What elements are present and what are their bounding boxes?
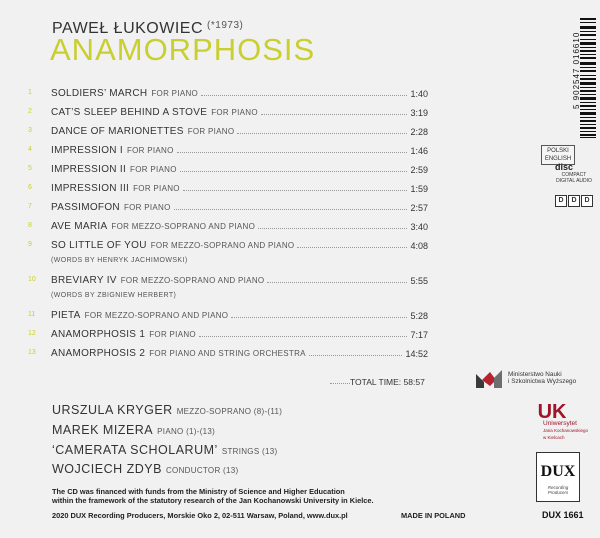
track-number: 11 [28,311,36,318]
track-title: IMPRESSION II [51,164,127,175]
track-desc: FOR PIANO [133,184,180,193]
performer-name: MAREK MIZERA [52,423,154,437]
track-time: 3:40 [410,222,428,232]
catalog-number: DUX 1661 [542,510,584,520]
performer-name: WOJCIECH ZDYB [52,462,162,476]
track-number: 5 [28,165,32,172]
track-title: IMPRESSION III [51,183,130,194]
track-time: 4:08 [410,241,428,251]
ministry-line: Ministerstwo Nauki [508,371,562,378]
track-title: SO LITTLE OF YOU [51,240,147,251]
composer-years: (*1973) [207,20,244,31]
finance-note [52,487,374,505]
track-number: 10 [28,276,36,283]
performer-name: URSZULA KRYGER [52,403,173,417]
track-number: 3 [28,127,32,134]
svg-text:UK: UK [538,401,566,422]
track-time: 1:59 [410,184,428,194]
total-time [330,377,430,387]
dux-sub: Recording Producers [547,485,569,495]
track-number: 6 [28,184,32,191]
performer-role: PIANO (1)-(13) [157,427,216,436]
svg-text:disc: disc [554,162,574,172]
performer-role: CONDUCTOR (13) [165,466,239,475]
ddd-letter: D [555,195,567,207]
university-line: Uniwersytet [543,420,577,427]
track-title: DANCE OF MARIONETTES [51,126,184,137]
track-desc: FOR PIANO [126,146,174,155]
performer [52,423,215,437]
track-time: 3:19 [410,108,428,118]
total-time-value: 58:57 [403,377,425,387]
composer-text: PAWEŁ ŁUKOWIEC [52,20,204,37]
track-title: ANAMORPHOSIS 2 [51,348,146,359]
made-in: MADE IN POLAND [401,511,466,520]
track-time: 2:59 [410,165,428,175]
track-row [28,345,428,361]
language-en: ENGLISH [544,156,572,162]
track-title: PASSIMOFON [51,202,120,213]
track-title: IMPRESSION I [51,145,123,156]
track-number: 2 [28,108,32,115]
track-row [28,218,428,234]
university-text [543,420,588,441]
track-time: 2:28 [410,127,428,137]
copyright: 2020 DUX Recording Producers, Morskie Oko 2, 02-511 Warsaw, Poland, www.dux.pl [52,511,348,520]
track-desc: FOR PIANO [151,89,199,98]
performer-role: STRINGS (13) [221,447,278,456]
ministry-line: i Szkolnictwa Wyższego [508,378,577,385]
dux-name: DUX [540,463,576,480]
compact-disc-icon [553,162,575,172]
track-row [28,161,428,177]
ddd-code [555,195,593,207]
track-desc: FOR PIANO [123,203,171,212]
track-title: SOLDIERS’ MARCH [51,88,148,99]
track-time: 5:55 [410,276,428,286]
track-title: CAT’S SLEEP BEHIND A STOVE [51,107,208,118]
track-credit: (WORDS BY ZBIGNIEW HERBERT) [51,292,177,299]
track-number: 8 [28,222,32,229]
track-title: ANAMORPHOSIS 1 [51,329,146,340]
track-number: 7 [28,203,32,210]
university-line: Jana Kochanowskiego [543,428,589,433]
track-desc: FOR PIANO [187,127,235,136]
ddd-letter: D [581,195,593,207]
track-time: 5:28 [410,311,428,321]
performer [52,403,282,417]
university-line: w Kielcach [543,435,565,440]
barcode-number: 5 902547 016610 [572,31,581,109]
compact-disc-logo [554,172,594,184]
disc-line: COMPACT [561,172,587,178]
ministry-text [508,371,576,385]
language-pl: POLSKI [547,148,569,154]
track-row [28,104,428,120]
dux-logo [536,452,580,502]
track-title: PIETA [51,310,81,321]
track-desc: FOR PIANO AND STRING ORCHESTRA [149,349,306,358]
track-number: 12 [28,330,36,337]
barcode-icon [580,18,596,138]
track-title: AVE MARIA [51,221,108,232]
track-desc: FOR MEZZO-SOPRANO AND PIANO [150,241,295,250]
finance-line: The CD was financed with funds from the Ministry of Science and Higher Education [52,487,345,496]
track-credit: (WORDS BY HENRYK JACHIMOWSKI) [51,257,188,264]
track-time: 2:57 [410,203,428,213]
track-row [28,85,428,101]
track-row [28,326,428,342]
track-row [28,180,428,196]
track-time: 1:40 [410,89,428,99]
total-time-label: TOTAL TIME: [350,377,402,387]
performer [52,443,277,457]
track-row [28,199,428,215]
track-time: 1:46 [410,146,428,156]
track-desc: FOR PIANO [149,330,196,339]
university-logo-icon [538,398,566,422]
track-row [28,237,428,253]
track-desc: FOR MEZZO-SOPRANO AND PIANO [84,311,229,320]
track-number: 1 [28,89,32,96]
track-row [28,272,428,288]
track-desc: FOR MEZZO-SOPRANO AND PIANO [111,222,256,231]
finance-line: within the framework of the statutory research of the Jan Kochanowski University in Kielce. [52,496,374,505]
ddd-letter: D [568,195,580,207]
track-row [28,307,428,323]
performer-role: MEZZO-SOPRANO (8)-(11) [176,407,283,416]
disc-line: DIGITAL AUDIO [556,178,592,184]
performer-name: ‘CAMERATA SCHOLARUM’ [52,443,218,457]
track-number: 9 [28,241,32,248]
track-number: 13 [28,349,36,356]
track-title: BREVIARY IV [51,275,117,286]
track-time: 14:52 [405,349,428,359]
track-desc: FOR MEZZO-SOPRANO AND PIANO [120,276,265,285]
album-title: ANAMORPHOSIS [50,32,316,67]
track-row [28,142,428,158]
ministry-logo-icon [476,370,504,388]
track-row [28,123,428,139]
track-time: 7:17 [410,330,428,340]
track-desc: FOR PIANO [211,108,258,117]
track-desc: FOR PIANO [130,165,177,174]
track-number: 4 [28,146,32,153]
performer [52,462,239,476]
